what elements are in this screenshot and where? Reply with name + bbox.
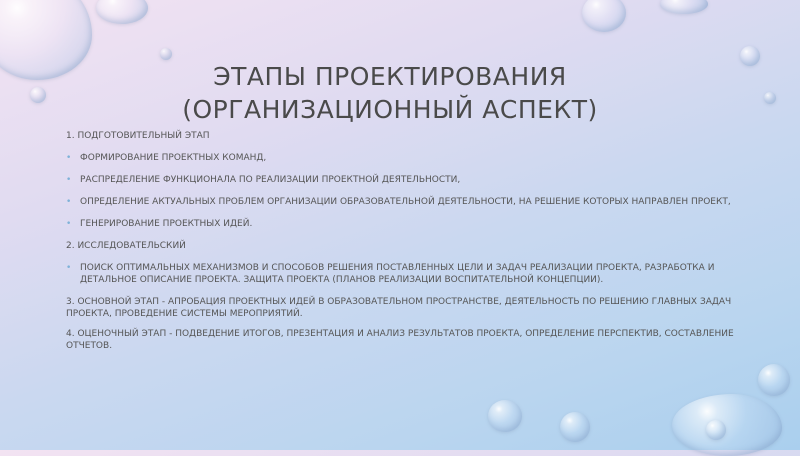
title-line-1: ЭТАПЫ ПРОЕКТИРОВАНИЯ [213,62,567,91]
title-line-2: (ОРГАНИЗАЦИОННЫЙ АСПЕКТ) [182,95,598,124]
water-drop-decoration [660,0,708,14]
water-drop-decoration [30,87,46,103]
water-drop-decoration [706,420,726,440]
water-drop-decoration [672,394,782,456]
water-drop-decoration [758,364,790,396]
bullet-item: • РАСПРЕДЕЛЕНИЕ ФУНКЦИОНАЛА ПО РЕАЛИЗАЦИИ ПРОЕКТНОЙ ДЕЯТЕЛЬНОСТИ, [66,174,736,186]
water-drop-decoration [740,46,760,66]
water-drop-decoration [0,0,92,80]
water-drop-decoration [488,400,522,432]
bullet-item: • ФОРМИРОВАНИЕ ПРОЕКТНЫХ КОМАНД, [66,152,736,164]
water-drop-decoration [560,412,590,442]
slide-content [66,130,736,360]
bullet-item: • ПОИСК ОПТИМАЛЬНЫХ МЕХАНИЗМОВ И СПОСОБОВ РЕШЕНИЯ ПОСТАВЛЕННЫХ ЦЕЛИ И ЗАДАЧ РЕАЛИЗАЦИИ ПРОЕКТА, РАЗРАБОТКА И ДЕТАЛЬНОЕ ОПИСАНИЕ ПРОЕКТА. ЗАЩИТА ПРОЕКТА (ПЛАНОВ РЕАЛИЗАЦИИ ВОСПИТАТЕЛЬНОЙ КОНЦЕПЦИИ). [66,262,736,286]
water-drop-decoration [582,0,626,32]
stage-4-text: 4. ОЦЕНОЧНЫЙ ЭТАП - ПОДВЕДЕНИЕ ИТОГОВ, ПРЕЗЕНТАЦИЯ И АНАЛИЗ РЕЗУЛЬТАТОВ ПРОЕКТА, ОПРЕДЕЛЕНИЕ ПЕРСПЕКТИВ, СОСТАВЛЕНИЕ ОТЧЕТОВ. [66,329,734,351]
water-drop-decoration [160,48,172,60]
stage-1-heading: 1. ПОДГОТОВИТЕЛЬНЫЙ ЭТАП [66,131,210,141]
stage-3-text: 3. ОСНОВНОЙ ЭТАП - АПРОБАЦИЯ ПРОЕКТНЫХ ИДЕЙ В ОБРАЗОВАТЕЛЬНОМ ПРОСТРАНСТВЕ, ДЕЯТЕЛЬНОСТЬ ПО РЕШЕНИЮ ГЛАВНЫХ ЗАДАЧ ПРОЕКТА, ПРОВЕДЕНИЕ СИСТЕМЫ МЕРОПРИЯТИЙ. [66,297,732,319]
water-drop-decoration [764,92,776,104]
stage-2-heading: 2. ИССЛЕДОВАТЕЛЬСКИЙ [66,241,186,251]
bullet-item: • ОПРЕДЕЛЕНИЕ АКТУАЛЬНЫХ ПРОБЛЕМ ОРГАНИЗАЦИИ ОБРАЗОВАТЕЛЬНОЙ ДЕЯТЕЛЬНОСТИ, НА РЕШЕНИЕ КОТОРЫХ НАПРАВЛЕН ПРОЕКТ, [66,196,736,208]
bullet-item: • ГЕНЕРИРОВАНИЕ ПРОЕКТНЫХ ИДЕЙ. [66,218,736,230]
water-drop-decoration [96,0,148,24]
slide-title [110,60,670,126]
